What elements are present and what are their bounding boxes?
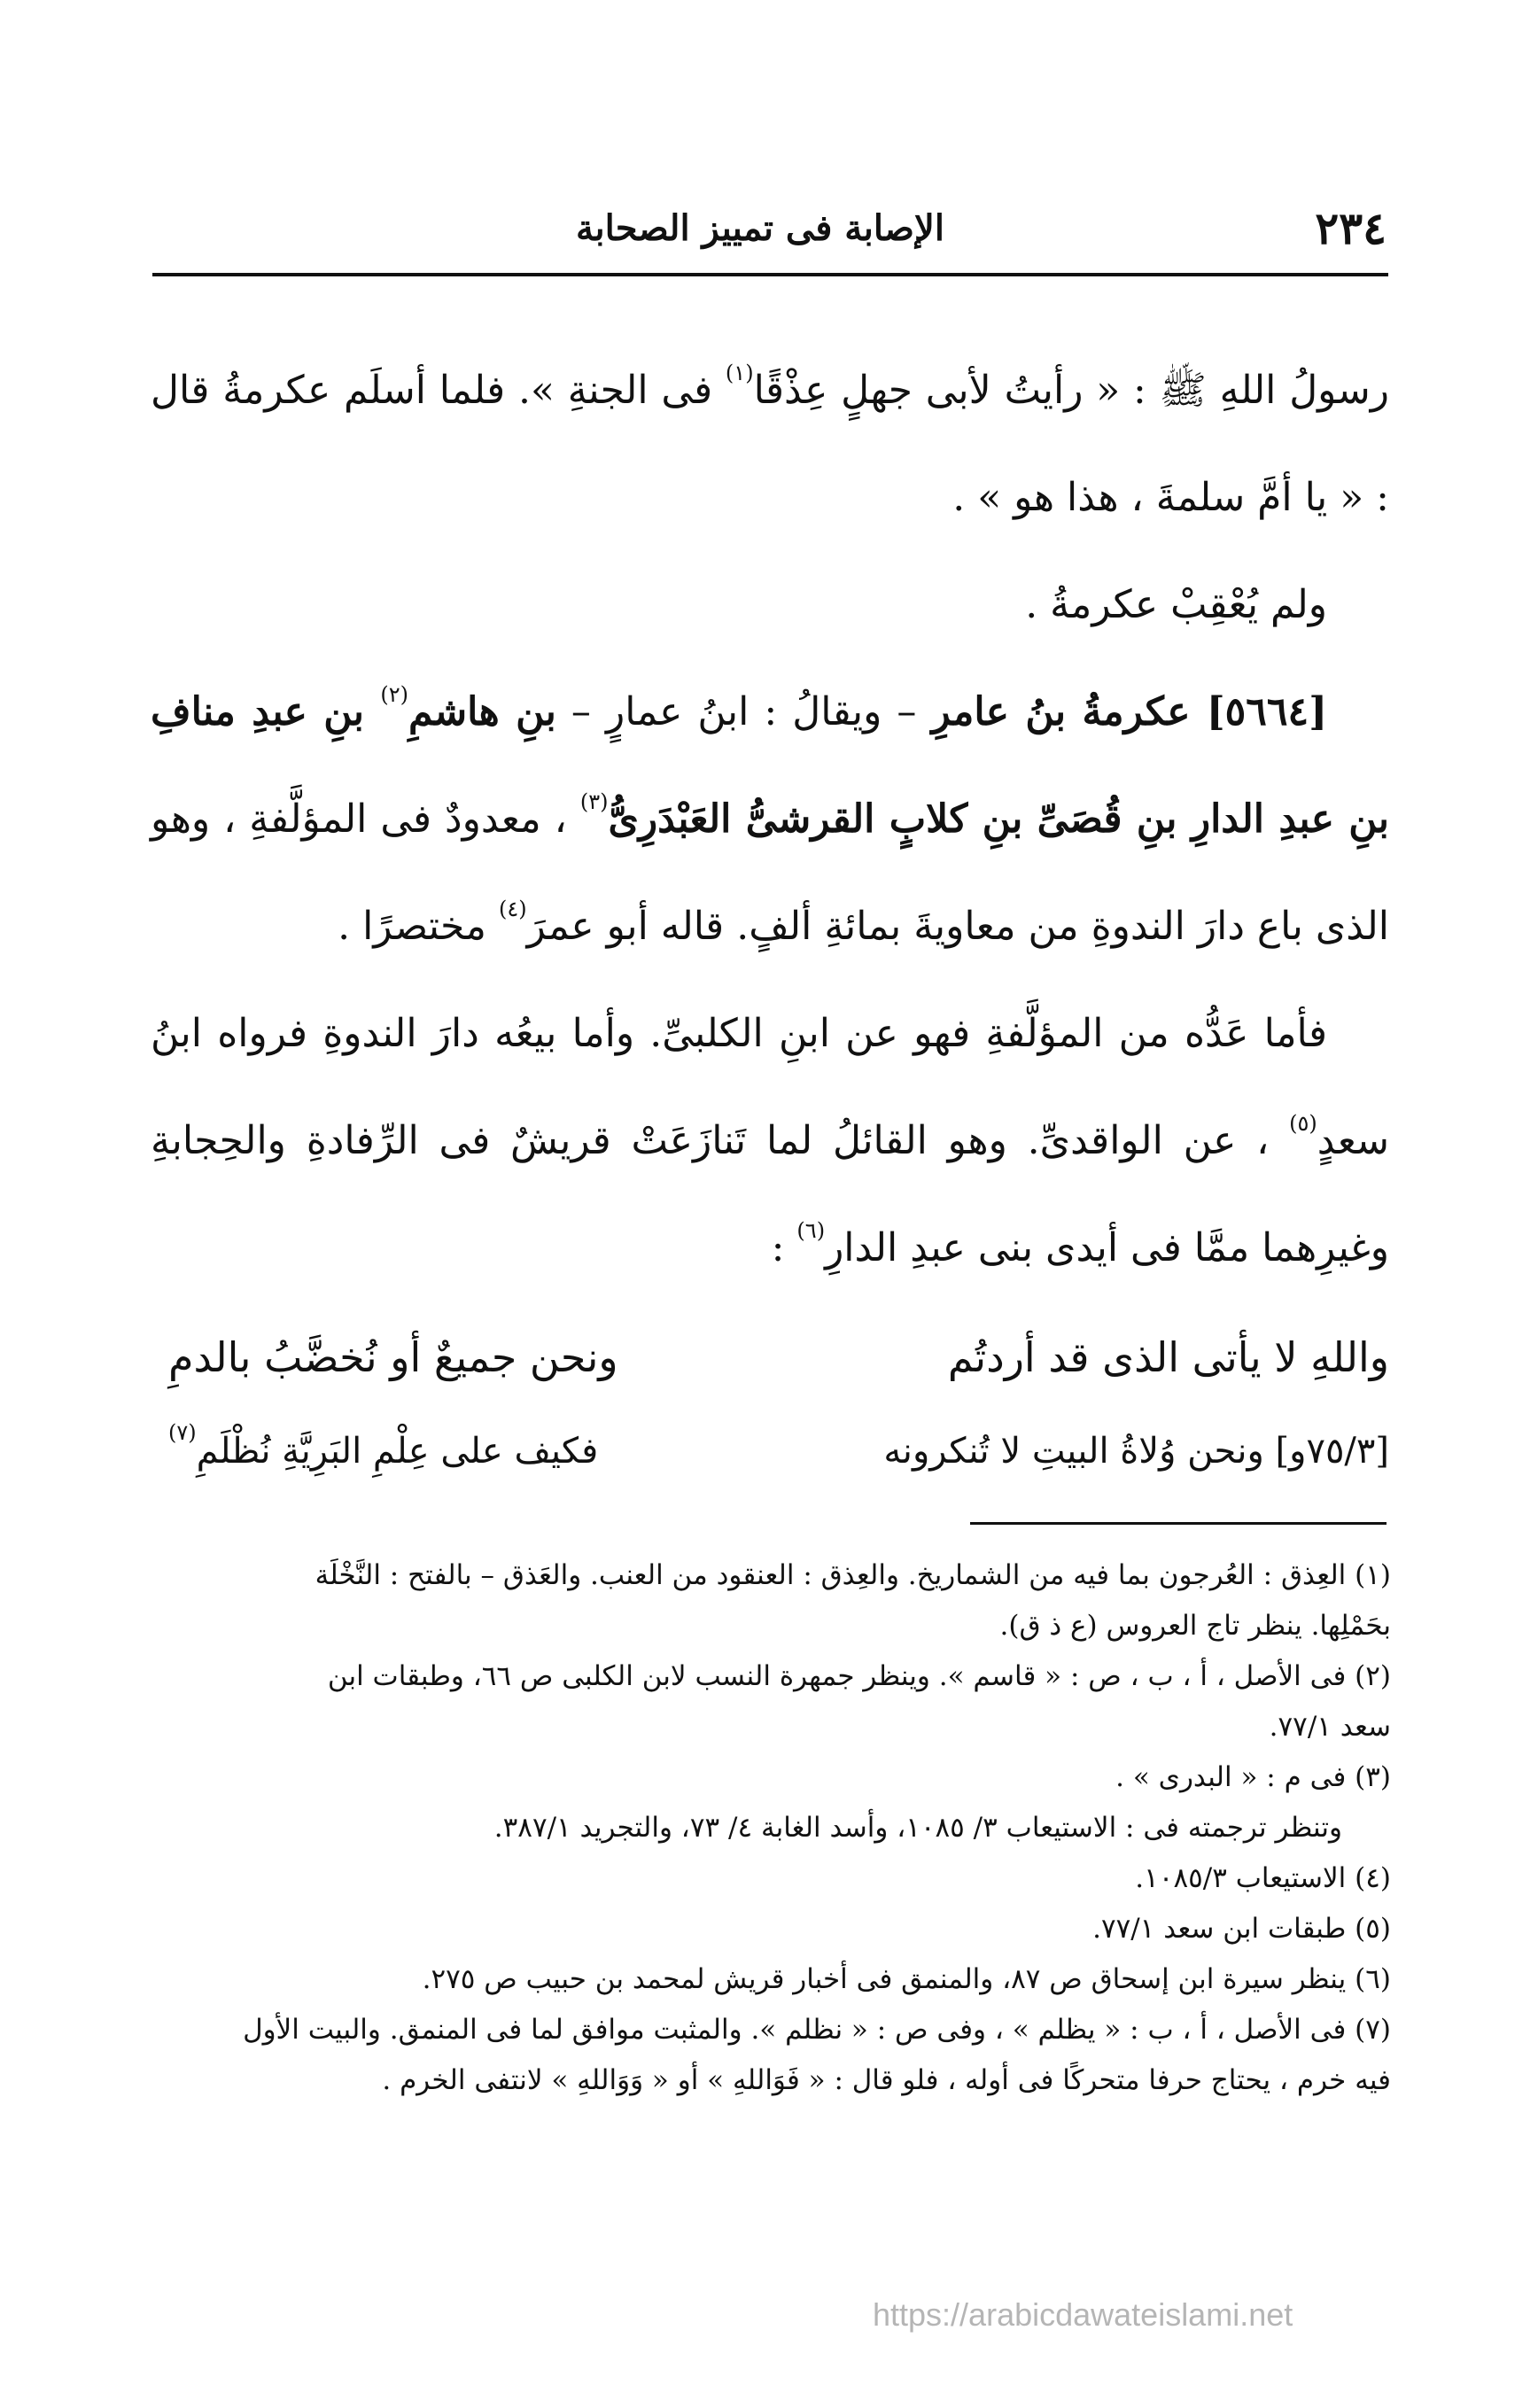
- footnotes: [151, 1550, 1391, 2106]
- text-run: رسولُ اللهِ ﷺ : « رأيتُ لأبى جهلٍ عِذْقًا: [753, 368, 1390, 413]
- running-title: الإصابة فى تمييز الصحابة: [576, 207, 944, 249]
- footnote-line: (٢) فى الأصل ، أ ، ب ، ص : « قاسم ». وينظر جمهرة النسب لابن الكلبى ص ٦٦، وطبقات ابن: [327, 1660, 1391, 1692]
- text-run: – ويقالُ : ابنُ عمارٍ –: [555, 689, 932, 734]
- text-run: ، عن الواقدىِّ. وهو القائلُ لما تَنازَعَتْ قريشٌ فى الرِّفادةِ والحِجابةِ وغيرِهما ممَّا فى أيدى بنى عبدِ الدارِ: [151, 1118, 1389, 1270]
- footnote-ref: (٢): [380, 682, 408, 707]
- footnote-line: (٤) الاستيعاب ١٠٨٥/٣.: [1135, 1862, 1391, 1894]
- verse-line-1: [151, 1333, 1389, 1431]
- page-number: ٢٣٤: [1315, 202, 1387, 254]
- entry-name-part: بنِ هاشمِ: [408, 689, 556, 734]
- verse-first-hemistich: [٧٥/٣و] ونحن وُلاةُ البيتِ لا تُنكرونه: [883, 1431, 1389, 1472]
- verse-second-hemistich: ونحن جميعٌ أو نُخضَّبُ بالدمِ: [168, 1333, 618, 1381]
- paragraph-4: [151, 980, 1389, 1301]
- entry-heading: [٥٦٦٤] عكرمةُ بنُ عامرِ: [931, 689, 1328, 734]
- paragraph-2: ولم يُعْقِبْ عكرمةُ .: [1025, 582, 1327, 627]
- footnote-ref: (٦): [796, 1218, 826, 1243]
- text-run: فى الجنةِ ». فلما أسلَم عكرمةُ قال : « يا أمَّ سلمةَ ، هذا هو » .: [151, 368, 1389, 520]
- footnote-line: سعد ٧٧/١.: [1269, 1711, 1391, 1743]
- poem-verses: [151, 1333, 1389, 1528]
- verse-second-hemistich: [168, 1420, 599, 1472]
- footnote-ref: (١): [725, 361, 754, 385]
- main-text: [151, 337, 1389, 1301]
- text-run: فكيف على عِلْمِ البَرِيَّةِ نُظْلَمِ: [196, 1431, 599, 1472]
- footnote-line: فيه خرم ، يحتاج حرفا متحركًا فى أوله ، فلو قال : « فَوَاللهِ » أو « وَوَاللهِ » لانتفى الخرم .: [382, 2064, 1391, 2096]
- entry-paragraph: [151, 658, 1389, 980]
- footnote-line: (٥) طبقات ابن سعد ٧٧/١.: [1092, 1913, 1391, 1945]
- header-rule: [152, 273, 1388, 276]
- footnote-ref: (٤): [499, 897, 527, 921]
- footnote-ref: (٣): [579, 789, 609, 814]
- text-run: مختصرًا .: [338, 904, 499, 949]
- verse-line-2: [151, 1420, 1389, 1528]
- footnote-line: (٣) فى م : « البدرى » .: [1115, 1761, 1391, 1793]
- text-run: ، معدودٌ فى المؤلَّفةِ ، وهو الذى باع دارَ الندوةِ من معاويةَ بمائةِ ألفٍ. قاله أبو عمرَ: [151, 796, 1389, 949]
- verse-first-hemistich: واللهِ لا يأتى الذى قد أردتُم: [947, 1333, 1389, 1381]
- footnote-ref: (٥): [1289, 1111, 1317, 1136]
- footnote-line: (٧) فى الأصل ، أ ، ب : « يظلم » ، وفى ص : « نظلم ». والمثبت موافق لما فى المنمق. والبيت الأول: [243, 2014, 1391, 2046]
- text-run: :: [771, 1225, 797, 1270]
- footnote-ref: (٧): [168, 1420, 197, 1445]
- footnote-line: بحَمْلِها. ينظر تاج العروس (ع ذ ق).: [999, 1610, 1391, 1642]
- footnote-line: (١) العِذق : العُرجون بما فيه من الشماريخ. والعِذق : العنقود من العنب. والعَذق – بالفتح : النَّخْلَة: [315, 1559, 1391, 1591]
- text-run: فأما عَدُّه من المؤلَّفةِ فهو عن ابنِ الكلبىِّ. وأما بيعُه دارَ الندوةِ فرواه ابنُ سعدٍ: [151, 1011, 1389, 1163]
- footnote-line: وتنظر ترجمته فى : الاستيعاب ٣/ ١٠٨٥، وأسد الغابة ٤/ ٧٣، والتجريد ٣٨٧/١.: [493, 1812, 1342, 1844]
- footnote-line: (٦) ينظر سيرة ابن إسحاق ص ٨٧، والمنمق فى أخبار قريش لمحمد بن حبيب ص ٢٧٥.: [422, 1963, 1391, 1995]
- paragraph-1: [151, 337, 1389, 551]
- watermark-url: https://arabicdawateislami.net: [873, 2296, 1293, 2333]
- footnote-separator: [970, 1522, 1387, 1525]
- page-header: [151, 202, 1387, 264]
- entry-name-part: بنِ عبدِ منافِ بنِ عبدِ الدارِ بنِ قُصَىِّ بنِ كلابٍ القرشىُّ العَبْدَرِىُّ: [151, 689, 1389, 842]
